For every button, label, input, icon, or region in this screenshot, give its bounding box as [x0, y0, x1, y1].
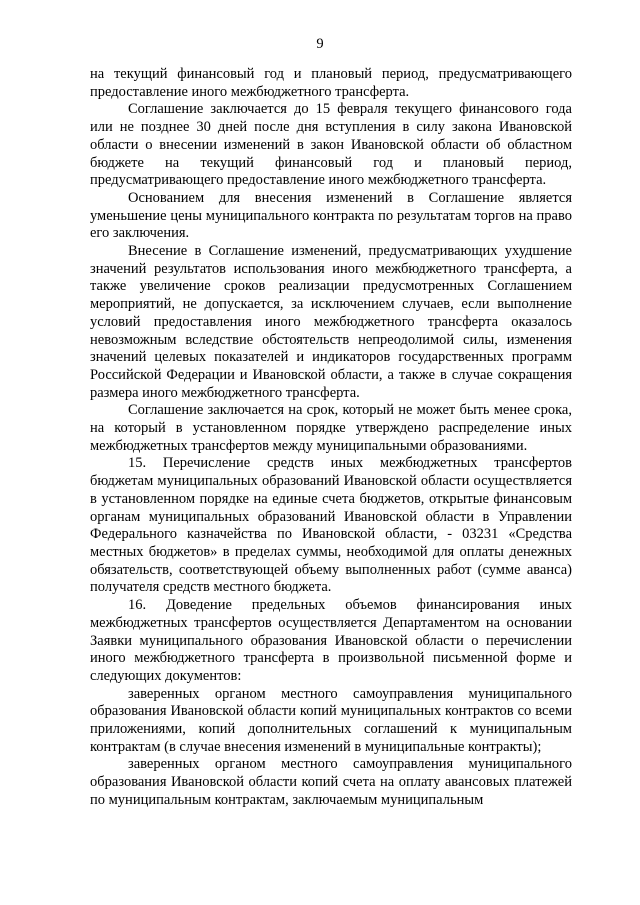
paragraph: Основанием для внесения изменений в Соглашение является уменьшение цены муниципального контракта по результатам торгов на право его заключения.	[90, 189, 572, 242]
paragraph: Соглашение заключается на срок, который не может быть менее срока, на который в установленном порядке утверждено распределение иных межбюджетных трансфертов между муниципальными образованиями.	[90, 402, 572, 454]
paragraph: заверенных органом местного самоуправления муниципального образования Ивановской области копий муниципальных контрактов со всеми приложениями, копий дополнительных соглашений к муниципальным контрактам (в случае внесения изменений в муниципальные контракты);	[90, 685, 572, 755]
page-number: 9	[316, 36, 324, 52]
paragraph: Внесение в Соглашение изменений, предусматривающих ухудшение значений результатов использования иного межбюджетного трансферта, а также увеличение сроков реализации предусмотренных Соглашением мероприятий, не допускается, за исключением случаев, если выполнение условий предоставления иного межбюджетного трансферта оказалось невозможным вследствие обстоятельств непреодолимой силы, изменения значений целевых показателей и индикаторов государственных программ Российской Федерации и Ивановской области, а также в случае сокращения размера иного межбюджетного трансферта.	[90, 243, 572, 401]
paragraph: заверенных органом местного самоуправления муниципального образования Ивановской области копий счета на оплату авансовых платежей по муниципальным контрактам, заключаемым муниципальным	[90, 756, 572, 808]
paragraph: на текущий финансовый год и плановый период, предусматривающего предоставление иного межбюджетного трансферта.	[90, 66, 572, 100]
document-body	[90, 66, 572, 810]
paragraph: Соглашение заключается до 15 февраля текущего финансового года или не позднее 30 дней после дня вступления в силу закона Ивановской области о внесении изменений в закон Ивановской области об областном бюджете на текущий финансовый год и плановый период, предусматривающего предоставление иного межбюджетного трансферта.	[90, 101, 572, 189]
paragraph: 16. Доведение предельных объемов финансирования иных межбюджетных трансфертов осуществляется Департаментом на основании Заявки муниципального образования Ивановской области о перечислении иного межбюджетного трансферта в произвольной письменной форме и следующих документов:	[90, 597, 572, 684]
paragraph: 15. Перечисление средств иных межбюджетных трансфертов бюджетам муниципальных образований Ивановской области осуществляется в установленном порядке на единые счета бюджетов, открытые финансовым органам муниципальных образований Ивановской области в Управлении Федерального казначейства по Ивановской области, - 03231 «Средства местных бюджетов» в пределах суммы, необходимой для оплаты денежных обязательств, соответствующей объему выполненных работ (сумме аванса) получателя средств местного бюджета.	[90, 455, 572, 596]
